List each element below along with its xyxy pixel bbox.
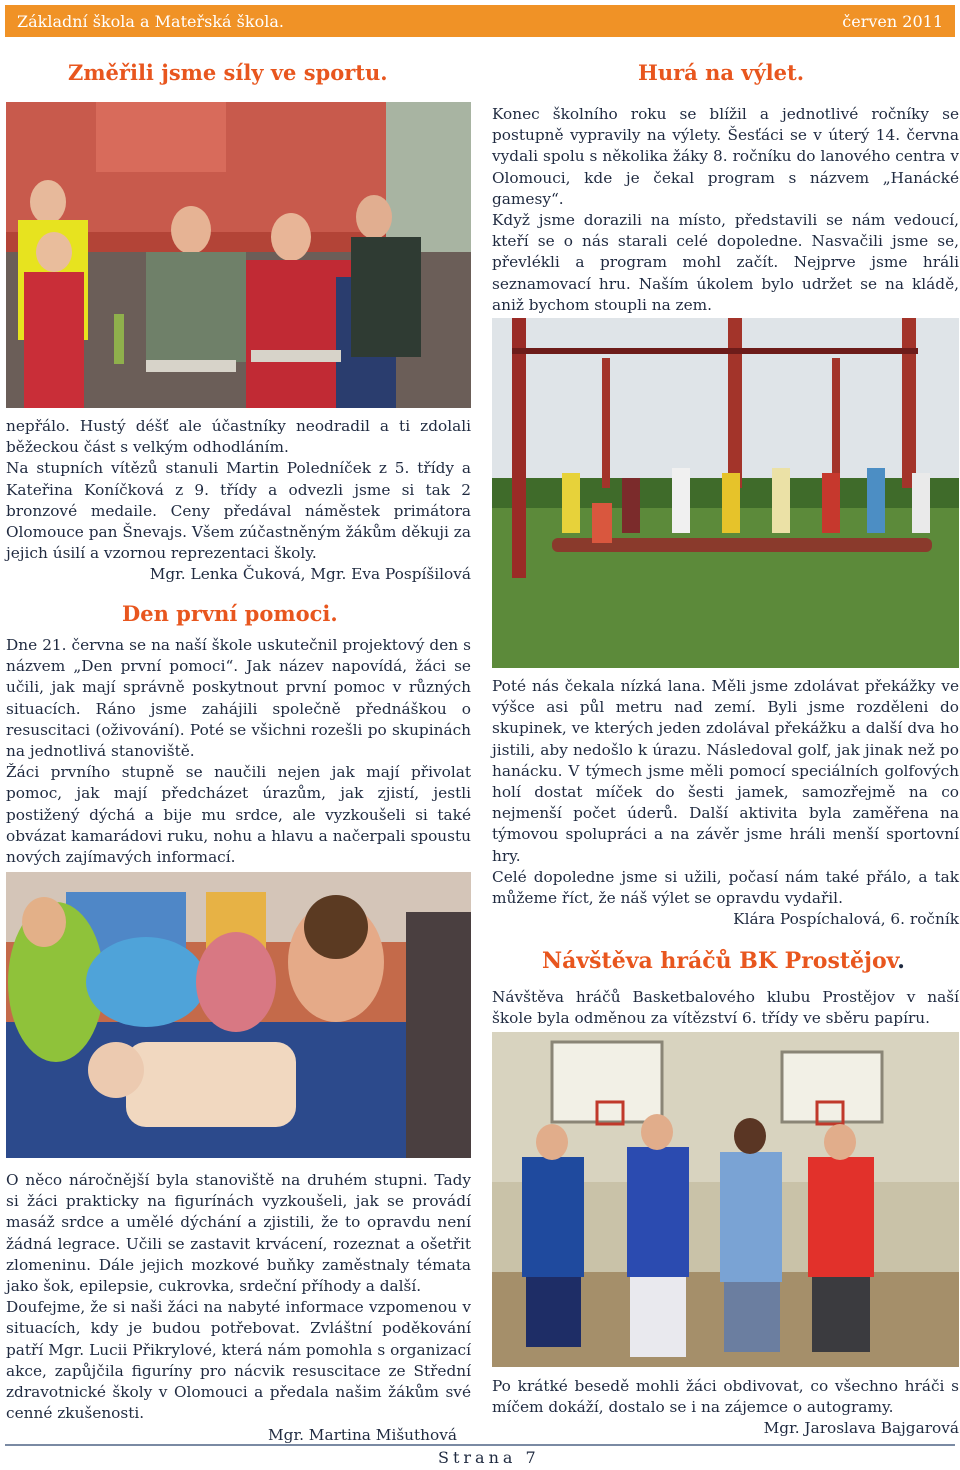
- bk-paragraph-2: Po krátké besedě mohli žáci obdivovat, co všechno hráči s míčem dokáží, dostalo se i na zájemce o autogramy.: [492, 1377, 959, 1417]
- basketball-photo: [492, 1032, 959, 1367]
- bk-title-text: Návštěva hráčů BK Prostějov: [542, 948, 898, 974]
- bk-text: [492, 987, 959, 1029]
- firstaid-text-2: [6, 1170, 471, 1424]
- firstaid-paragraph-4: Doufejme, že si naši žáci na nabyté informace vzpomenou v situacích, kdy je budou potřebovat. Zvláštní poděkování patří Mgr. Lucii Přikrylové, která nám pomohla s organizací akce, zapůjčila figuríny pro nácvik resuscitace ze Střední zdravotnické školy v Olomouci a předala našim žákům své cenné zkušenosti.: [6, 1298, 471, 1423]
- sport-paragraph-2: Na stupních vítězů stanuli Martin Poledníček z 5. třídy a Kateřina Koníčková z 9. třídy a odvezli jsme si tak 2 bronzové medaile. Ceny předával náměstek primátora Olomouce pan Šnevajs. Všem zúčastněným žákům děkuji za jejich úsilí a vzornou reprezentaci školy.: [6, 459, 471, 563]
- firstaid-photo: [6, 872, 471, 1158]
- firstaid-paragraph-2: Žáci prvního stupně se naučili nejen jak mají přivolat pomoc, jak mají předcházet úrazům, jak zjistí, jestli postižený dýchá a bije mu srdce, ale vyzkoušeli si také obvázat kamarádovi ruku, nohu a hlavu a načerpali spoustu nových zajímavých informací.: [6, 763, 471, 867]
- footer-divider: [5, 1444, 955, 1446]
- trip-text: [492, 104, 959, 316]
- firstaid-paragraph-1: Dne 21. června se na naší škole uskutečnil projektový den s názvem „Den první pomoci“. Jak název napovídá, žáci se učili, jak mají správně poskytnout první pomoc v různých situacích. Ráno jsme zahájili společně přednáškou o resuscitaci (oživování). Poté se všichni rozešli po skupinách na jednotlivá stanoviště.: [6, 636, 471, 761]
- page-number: Strana 7: [438, 1448, 540, 1467]
- trip-paragraph-3: Poté nás čekala nízká lana. Měli jsme zdolávat překážky ve výšce asi půl metru nad zemí. Byli jsme rozděleni do skupinek, ve kterých jeden zdolával překážku a další dva ho jistili, aby nedošlo k úrazu. Následoval golf, jak jinak než po hanácku. V týmech jsme měli pomocí speciálních golfových holí dostat míček do šesti jamek, samozřejmě na co nejmenší počet úderů. Další aktivita byla zaměřena na týmovou spolupráci a na závěr jsme hráli menší sportovní hry.: [492, 677, 959, 865]
- sport-title: Změřili jsme síly ve sportu.: [68, 60, 388, 85]
- firstaid-signature: Mgr. Martina Mišuthová: [268, 1426, 458, 1444]
- trip-paragraph-2: Když jsme dorazili na místo, představili se nám vedoucí, kteří se o nás starali celé dopoledne. Nasvačili jsme se, převlékli a program mohl začít. Nejprve jsme hráli seznamovací hru. Naším úkolem bylo udržet se na kládě, aniž bychom stoupli na zem.: [492, 211, 959, 314]
- trip-signature: Klára Pospíchalová, 6. ročník: [733, 910, 959, 929]
- firstaid-paragraph-3: O něco náročnější byla stanoviště na druhém stupni. Tady si žáci prakticky na figurínách vyzkoušeli, jak se provádí masáž srdce a umělé dýchání a zjistili, že to opravdu není žádná legrace. Učili se zastavit krvácení, rozeznat a ošetřit zlomeninu. Dále jejich mozkové buňky zaměstnaly témata jako šok, epilepsie, cukrovka, srdeční příhody a další.: [6, 1171, 471, 1296]
- header-date: červen 2011: [842, 11, 943, 31]
- trip-paragraph-1: Konec školního roku se blížil a jednotlivé ročníky se postupně vypravily na výlety. Šesťáci se v úterý 14. června vydali spolu s několika žáky 8. ročníku do lanového centra v Olomouci, kde je čekal program s názvem „Hanácké gamesy“.: [492, 105, 959, 208]
- trip-text-2: [492, 676, 959, 930]
- bk-text-2: [492, 1376, 959, 1418]
- firstaid-text: [6, 635, 471, 868]
- sport-text: [6, 416, 471, 586]
- sport-paragraph-1: nepřálo. Hustý déšť ale účastníky neodradil a ti zdolali běžeckou část s velkým odhodláním.: [6, 417, 471, 457]
- trip-title: Hurá na výlet.: [638, 60, 805, 85]
- bk-paragraph-1: Návštěva hráčů Basketbalového klubu Prostějov v naší škole byla odměnou za vítězství 6. třídy ve sběru papíru.: [492, 988, 959, 1028]
- sport-signature: Mgr. Lenka Čuková, Mgr. Eva Pospíšilová: [149, 565, 471, 584]
- bk-title-dot: .: [897, 948, 905, 974]
- firstaid-title: Den první pomoci.: [122, 601, 338, 626]
- bk-title: [542, 948, 905, 974]
- sport-winners-photo: [6, 102, 471, 408]
- header-school-name: Základní škola a Mateřská škola.: [17, 11, 284, 31]
- rope-center-photo: [492, 318, 959, 668]
- header-bar: [5, 5, 955, 37]
- trip-paragraph-4: Celé dopoledne jsme si užili, počasí nám také přálo, a tak můžeme říct, že náš výlet se opravdu vydařil.: [492, 867, 959, 908]
- bk-signature: Mgr. Jaroslava Bajgarová: [763, 1419, 959, 1437]
